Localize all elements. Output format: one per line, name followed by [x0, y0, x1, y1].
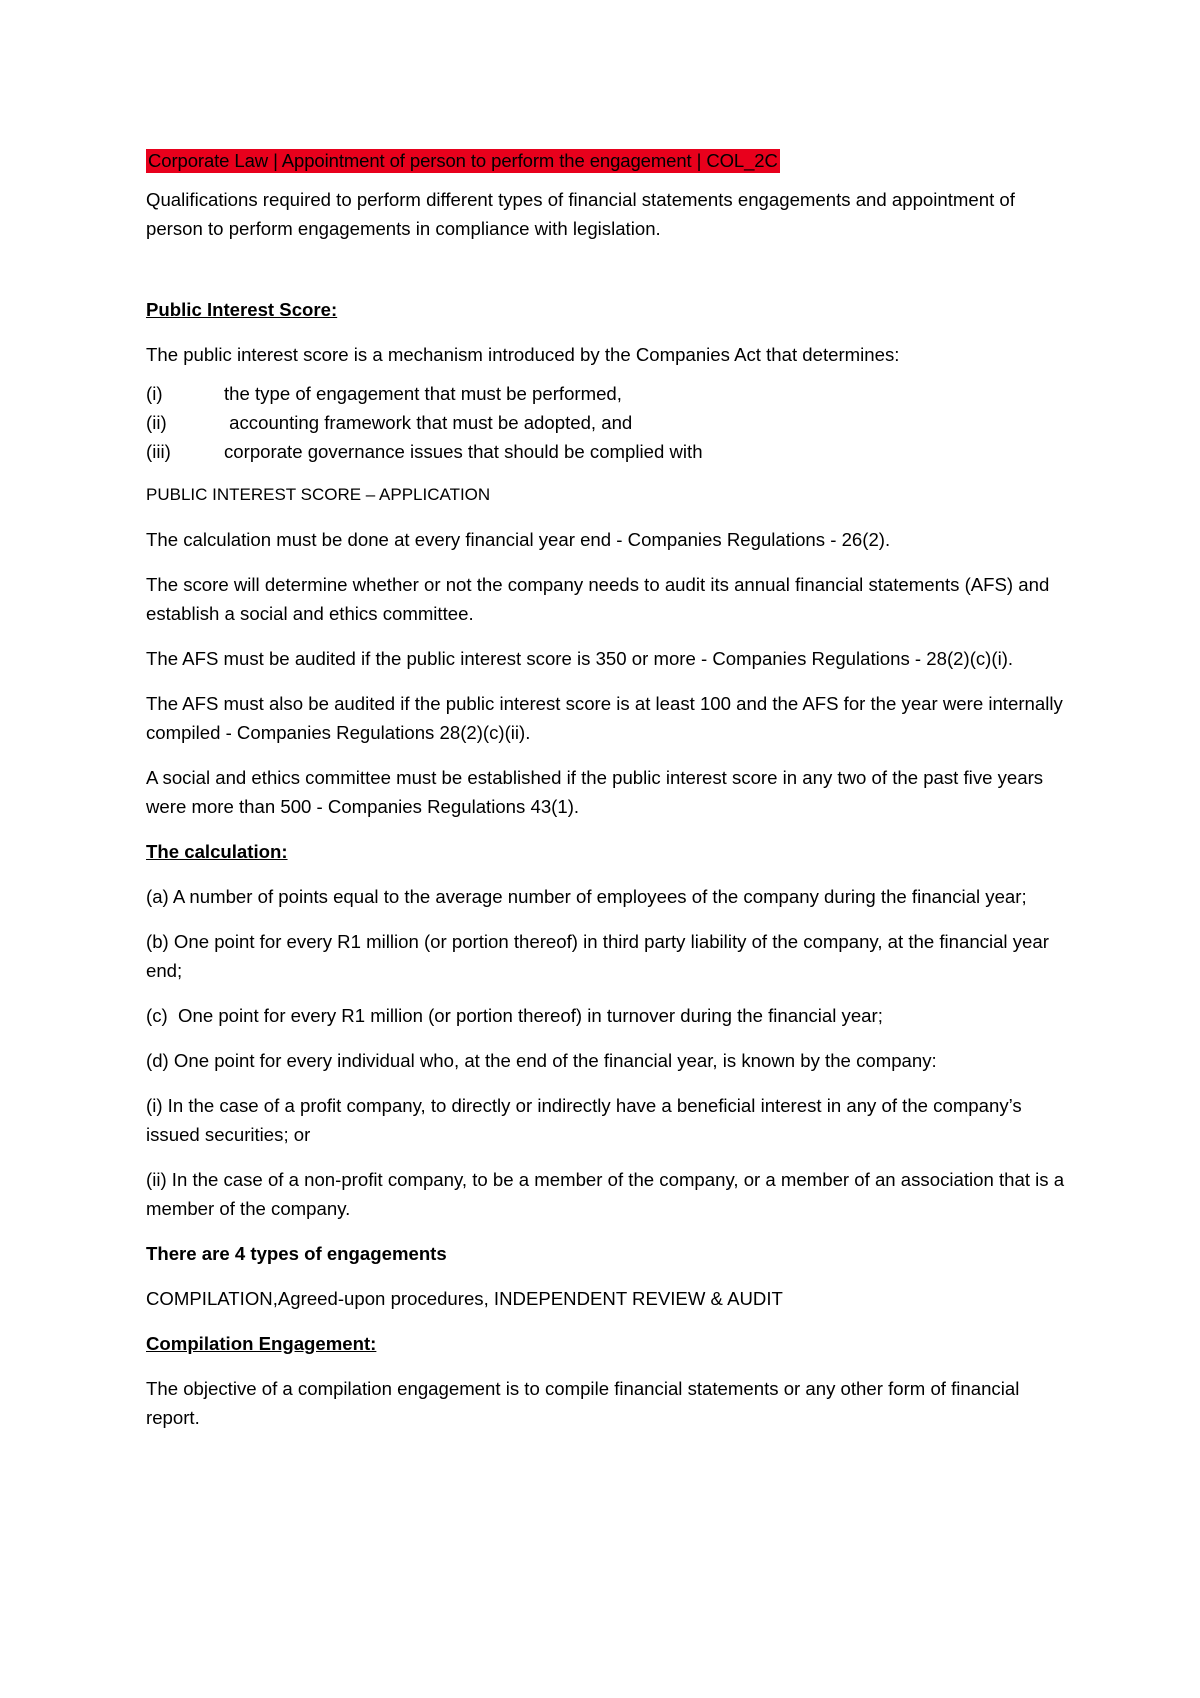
list-item: [146, 379, 1076, 408]
calc-heading: [146, 837, 1076, 866]
compilation-heading: [146, 1329, 1076, 1358]
calc-item: (a) A number of points equal to the average number of employees of the company during the financial year;: [146, 886, 1027, 907]
application-heading: PUBLIC INTEREST SCORE – APPLICATION: [146, 485, 491, 504]
application-paragraph: A social and ethics committee must be established if the public interest score in any two of the past five years were more than 500 - Companies Regulations 43(1).: [146, 767, 1044, 817]
types-list: COMPILATION,Agreed-upon procedures, INDEPENDENT REVIEW & AUDIT: [146, 1288, 783, 1309]
intro-paragraph: Qualifications required to perform different types of financial statements engagements and appointment of person to perform engagements in compliance with legislation.: [146, 189, 1015, 239]
calc-item: (d) One point for every individual who, at the end of the financial year, is known by the company:: [146, 1050, 937, 1071]
pis-heading-text: Public Interest Score:: [146, 299, 338, 320]
types-heading: There are 4 types of engagements: [146, 1243, 447, 1264]
list-item: [146, 437, 1076, 466]
application-paragraph: The AFS must also be audited if the public interest score is at least 100 and the AFS for the year were internally compiled - Companies Regulations 28(2)(c)(ii).: [146, 693, 1063, 743]
pis-heading: [146, 295, 1076, 324]
calc-item: (i) In the case of a profit company, to directly or indirectly have a beneficial interest in any of the company’s issued securities; or: [146, 1095, 1022, 1145]
list-item-number: (i): [146, 383, 163, 404]
application-paragraph: The score will determine whether or not the company needs to audit its annual financial statements (AFS) and establish a social and ethics committee.: [146, 574, 1050, 624]
pis-description: The public interest score is a mechanism introduced by the Companies Act that determines:: [146, 344, 900, 365]
list-item-text: the type of engagement that must be performed,: [224, 383, 622, 404]
list-item-number: (ii): [146, 412, 167, 433]
list-item-number: (iii): [146, 441, 171, 462]
document-title: Corporate Law | Appointment of person to perform the engagement | COL_2C: [148, 150, 778, 171]
list-item-text: accounting framework that must be adopted, and: [224, 412, 633, 433]
calc-heading-text: The calculation:: [146, 841, 288, 862]
calc-item: (b) One point for every R1 million (or portion thereof) in third party liability of the company, at the financial year end;: [146, 931, 1049, 981]
compilation-paragraph: The objective of a compilation engagement is to compile financial statements or any other form of financial report.: [146, 1378, 1020, 1428]
list-item: [146, 408, 1076, 437]
list-item-text: corporate governance issues that should be complied with: [224, 441, 703, 462]
pis-list: [146, 379, 1076, 466]
compilation-heading-text: Compilation Engagement:: [146, 1333, 377, 1354]
calc-item: (ii) In the case of a non-profit company, to be a member of the company, or a member of an association that is a member of the company.: [146, 1169, 1065, 1219]
application-paragraph: The AFS must be audited if the public interest score is 350 or more - Companies Regulations - 28(2)(c)(i).: [146, 648, 1014, 669]
title-row: [146, 146, 1076, 175]
application-paragraph: The calculation must be done at every financial year end - Companies Regulations - 26(2).: [146, 529, 891, 550]
document-body: [146, 146, 1076, 1448]
calc-item: (c) One point for every R1 million (or portion thereof) in turnover during the financial year;: [146, 1005, 883, 1026]
